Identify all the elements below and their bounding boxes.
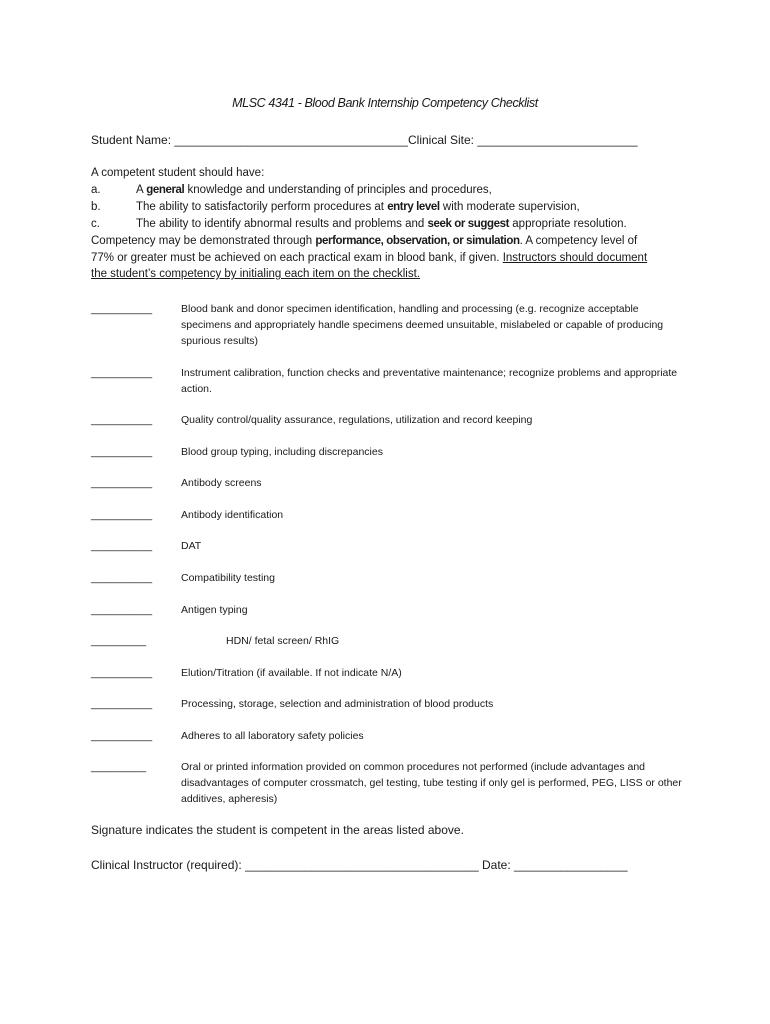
competency-post: . A competency level of [519, 235, 638, 247]
checklist-item: Oral or printed information provided on common procedures not performed (include advantages and disadvantages of computer crossmatch, gel testing, tube testing if only gel is performed, PEG, LISS or other additives, apheresis) [181, 761, 682, 805]
intro-text: A competent student should have: [91, 167, 265, 179]
initial-field[interactable]: _________ [91, 761, 147, 773]
competency-pre: Competency may be demonstrated through [91, 235, 316, 247]
competency-underlined-text: Instructors should document [502, 252, 648, 264]
checklist-item: Antigen typing [181, 604, 248, 616]
initial-field[interactable]: __________ [91, 572, 153, 584]
checklist-item: Antibody screens [181, 477, 262, 489]
checklist-item: Quality control/quality assurance, regulations, utilization and record keeping [181, 414, 533, 426]
checklist-item: Blood bank and donor specimen identification, handling and processing (e.g. recognize acceptable specimens and appropriately handle specimens deemed unsuitable, mislabeled or capable of producing spurious results) [181, 303, 664, 347]
student-name-field[interactable]: ___________________________________ [174, 133, 408, 147]
initial-field[interactable]: __________ [91, 698, 153, 710]
date-label: Date: [482, 858, 511, 872]
initial-field[interactable]: __________ [91, 446, 153, 458]
criterion-text [136, 218, 627, 230]
initial-field[interactable]: __________ [91, 604, 153, 616]
clinical-site-field[interactable]: ________________________ [477, 133, 638, 147]
checklist-item: Processing, storage, selection and administration of blood products [181, 698, 494, 710]
criterion-pre: The ability to satisfactorily perform procedures at [136, 201, 388, 213]
initial-field[interactable]: __________ [91, 414, 153, 426]
competency-paragraph-line-1 [91, 235, 637, 247]
criterion-post: knowledge and understanding of principles and procedures, [184, 184, 492, 196]
competency-paragraph-line-2 [91, 252, 647, 264]
clinical-site-label: Clinical Site: [407, 133, 475, 147]
competency-emphasis: performance, observation, or simulation [315, 235, 520, 247]
signature-statement: Signature indicates the student is competent in the areas listed above. [91, 823, 464, 837]
page-title: MLSC 4341 - Blood Bank Internship Competency Checklist [232, 96, 538, 110]
checklist-item: HDN/ fetal screen/ RhIG [226, 635, 340, 647]
student-name-label: Student Name: [91, 133, 172, 147]
checklist-item: Antibody identification [181, 509, 284, 521]
student-name-row [91, 133, 638, 147]
criterion-emphasis: seek or suggest [427, 218, 510, 230]
initial-field[interactable]: __________ [91, 303, 153, 315]
criterion-letter: c. [91, 218, 100, 230]
checklist-item: Compatibility testing [181, 572, 275, 584]
competency-paragraph-line-3: the student’s competency by initialing each item on the checklist. [91, 268, 420, 280]
initial-field[interactable]: __________ [91, 730, 153, 742]
checklist-item: Blood group typing, including discrepancies [181, 446, 383, 458]
initial-field[interactable]: _________ [91, 635, 147, 647]
criterion-pre: A [136, 184, 147, 196]
initial-field[interactable]: __________ [91, 367, 153, 379]
criterion-post: with moderate supervision, [439, 201, 580, 213]
checklist-item: Instrument calibration, function checks and preventative maintenance; recognize problems and appropriate action. [181, 367, 678, 395]
initial-field[interactable]: __________ [91, 540, 153, 552]
checklist-item: DAT [181, 540, 202, 552]
criterion-text [136, 201, 580, 213]
criterion-text [136, 184, 492, 196]
initial-field[interactable]: __________ [91, 667, 153, 679]
competency-line2-text: 77% or greater must be achieved on each practical exam in blood bank, if given. [91, 252, 503, 264]
initial-field[interactable]: __________ [91, 509, 153, 521]
criterion-letter: b. [91, 201, 101, 213]
instructor-label: Clinical Instructor (required): [91, 858, 242, 872]
checklist-item: Elution/Titration (if available. If not indicate N/A) [181, 667, 402, 679]
checklist-item: Adheres to all laboratory safety policies [181, 730, 364, 742]
instructor-signature-field[interactable]: ___________________________________ [245, 858, 479, 872]
date-field[interactable]: _________________ [514, 858, 628, 872]
instructor-row [91, 858, 628, 872]
criterion-letter: a. [91, 184, 101, 196]
criterion-emphasis: general [146, 184, 185, 196]
criterion-post: appropriate resolution. [509, 218, 627, 230]
criterion-pre: The ability to identify abnormal results and problems and [136, 218, 428, 230]
criterion-emphasis: entry level [387, 201, 440, 213]
initial-field[interactable]: __________ [91, 477, 153, 489]
